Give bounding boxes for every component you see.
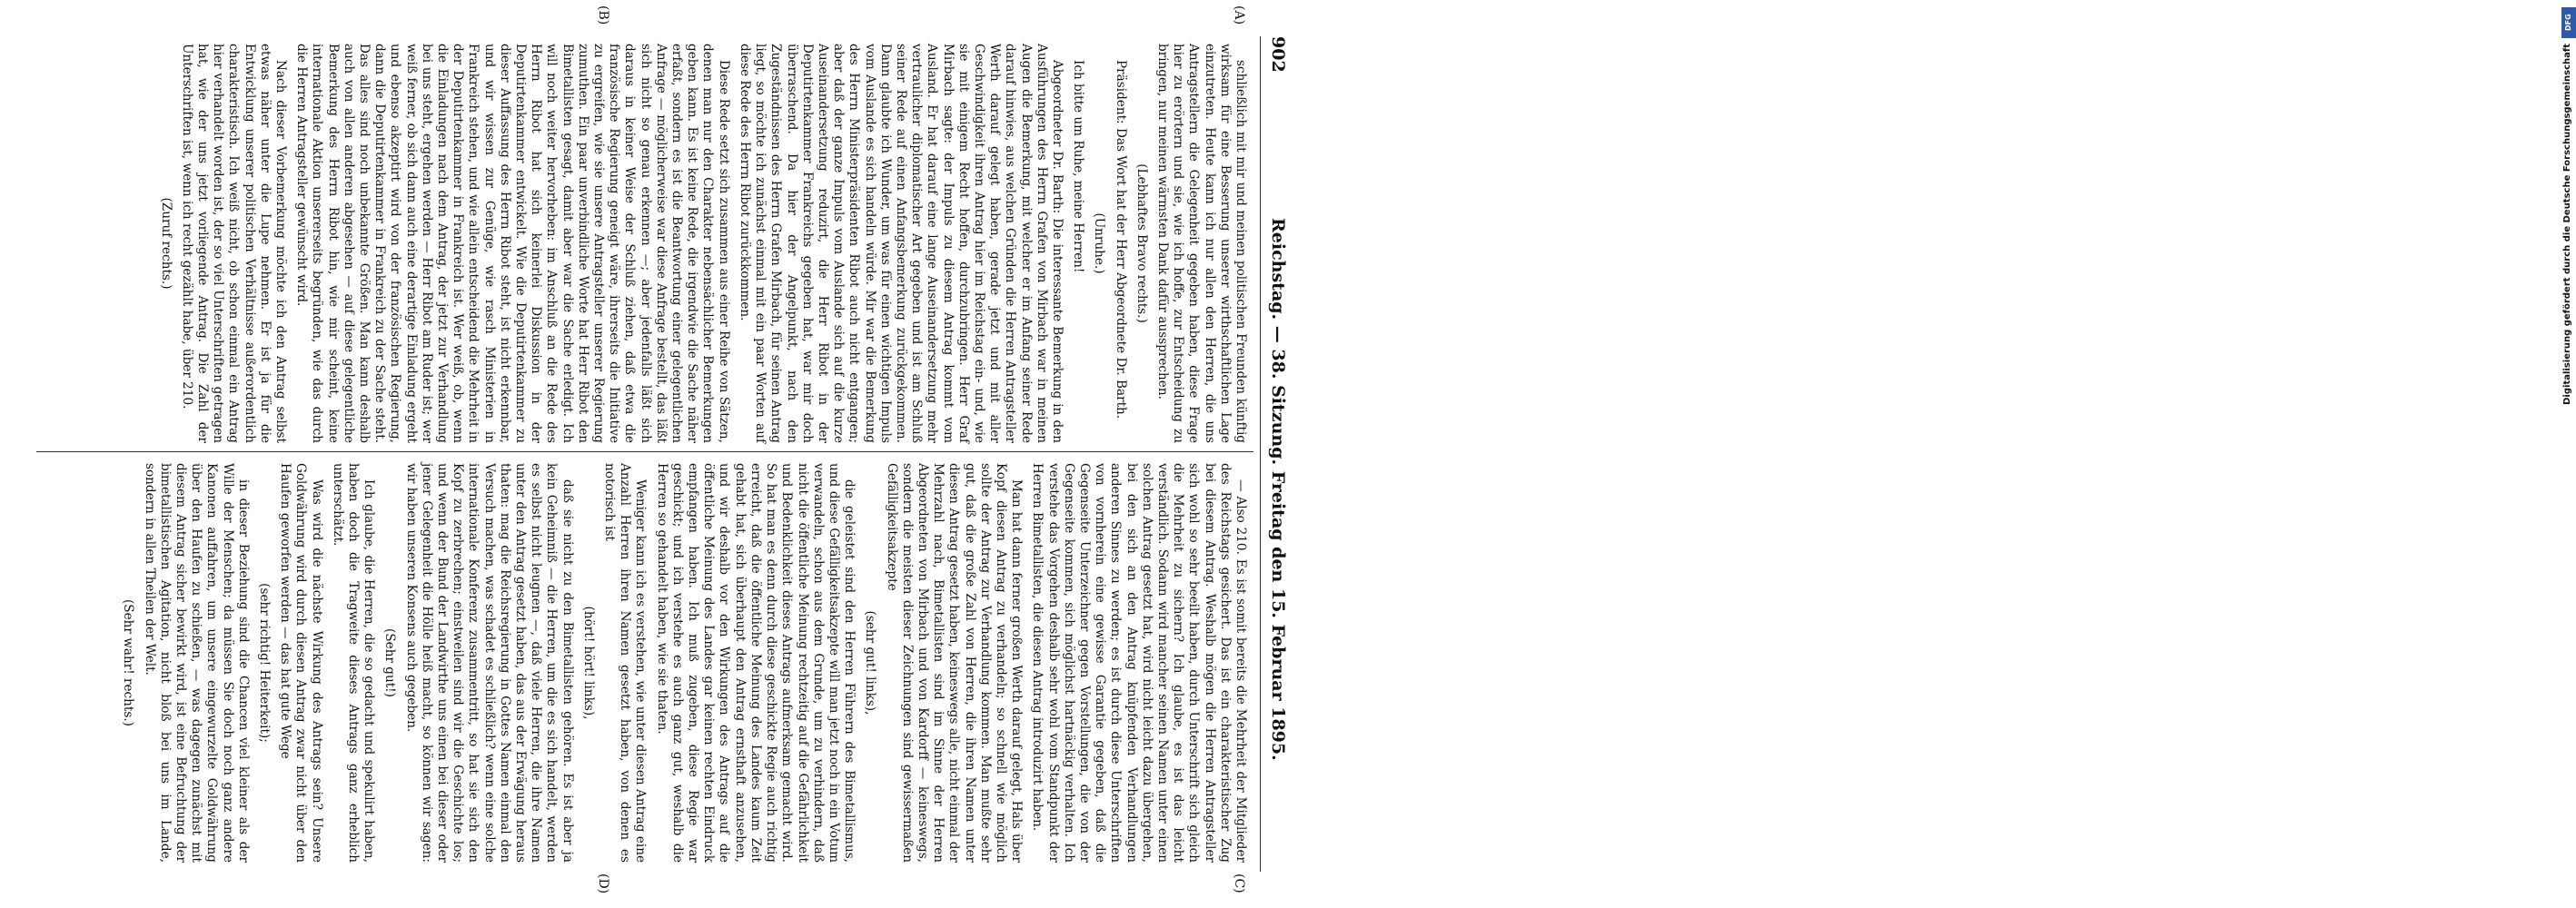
page-number: 902 xyxy=(1268,36,1288,73)
paragraph: Man hat dann ferner großen Werth darauf gelegt, Hals über Kopf diesen Antrag zu verhandeln; so schnell wie möglich sollte der Antrag zur Verhandlung kommen. Man mußte sehr gut, daß die große Zahl von Herren, die ihren Namen unter diesen Antrag gesetzt haben, keineswegs alle, nicht einmal der Mehrzahl nach, Bimetallisten sind im Sinne der Herren Abgeordneten von Mirbach und von Kardorff — keineswegs, sondern die meisten dieser Zeichnungen sind gewissermaßen Gefälligkeitsakzepte xyxy=(884,463,1025,863)
paragraph: daß sie nicht zu den Bimetallisten gehören. Es ist aber ja kein Geheimniß — die Herren, um die es sich handelt, werden es selbst nicht leugnen —, daß viele Herren, die ihre Namen unter den Antrag gesetzt haben, das aus der Erwägung heraus thaten: mag die Reichsregierung in Gottes Namen einmal den Versuch machen, was schadet es schließlich? wenn eine solche internationale Konferenz zusammentritt, so hat sie sich den Kopf zu zerbrechen; einstweilen sind wir die Geschichte los; und wenn der Bund der Landwirthe uns einen bei dieser oder jener Gelegenheit die Hölle heiß macht, so können wir sagen: wir haben unseren Konsens auch gegeben. xyxy=(403,463,575,863)
paragraph: Ich glaube, die Herren, die so gedacht und spekulirt haben, haben doch die Tragweite dieses Antrags ganz erheblich unterschätzt. xyxy=(330,463,377,863)
paragraph: Weniger kann ich es verstehen, wie unter diesen Antrag eine Anzahl Herren ihren Namen gesetzt haben, von denen es notorisch ist xyxy=(602,463,649,863)
column-divider xyxy=(36,451,1253,452)
interjection: (sehr gut! links), xyxy=(863,610,878,716)
paragraph: Nach dieser Vorbemerkung möchte ich den Antrag selbst etwas näher unter die Lupe nehmen. Er ist ja für die Entwicklung unserer politischen Verhältnisse außerordentlich charakteristisch. Ich weiß nicht, ob schon einmal ein Antrag hier verhandelt worden ist, der so viel Unterschriften getragen hat, wie der uns jetzt vorliegende Antrag. Die Zahl der Unterschriften ist, wenn ich recht gezählt habe, über 210. xyxy=(179,44,289,443)
header-rule xyxy=(1260,36,1261,872)
paragraph: schließlich mit mir und meinen politischen Freunden künftig wirksam für eine Besserung unserer wirthschaftlichen Lage einzutreten. Heute kann ich nur allen den Herren, die uns Antragstellern die Gelegenheit gegeben haben, diese Frage hier zu erörtern und sie, wie ich hoffe, zur Entscheidung zu bringen, nur meinen wärmsten Dank dafür aussprechen. xyxy=(1154,44,1248,443)
dfg-logo: DFG xyxy=(2561,7,2576,38)
paragraph: Was wird die nächste Wirkung des Antrags sein? Unsere Goldwährung wird durch diesen Antrag zwar nicht über den Haufen geworfen werden — das hat gute Wege xyxy=(278,463,324,863)
interjection: (Lebhaftes Bravo rechts.) xyxy=(1134,163,1149,323)
margin-mark-b: (B) xyxy=(596,5,610,25)
header-title: Reichstag. — 38. Sitzung. Freitag den 15. Februar 1895. xyxy=(1268,218,1288,761)
interjection: (Sehr gut!) xyxy=(382,628,398,697)
margin-mark-d: (D) xyxy=(596,873,610,894)
paragraph: — Also 210. Es ist somit bereits die Mehrheit der Mitglieder des Reichstags gesichert. Das ist ein charakteristischer Zug bei diesem Antrag. Weshalb mögen die Herren Antragsteller sich wohl so sehr beeilt haben, durch Unterschrift sich gleich die Mehrheit zu sichern? Ich glaube, es ist das leicht verständlich. Sodann wird mancher seinen Namen unter einen solchen Antrag gesetzt hat, wird nicht leicht dazu übergehen, bei den sich an den Antrag knüpfenden Verhandlungen anderen Sinnes zu werden; es ist durch diese Unterschriften von vornherein eine gewisse Garantie gegeben, daß die Gegenseite Unterzeichner gegen Vorstellungen, die von der Gegenseite kommen, sich möglichst hartnäckig verhalten. Ich verstehe das Vorgehen deshalb sehr wohl vom Standpunkt der Herren Bimetallisten, die diesen Antrag introduzirt haben. xyxy=(1030,463,1248,863)
paragraph: die geleistet sind den Herren Führern des Bimetallismus, und diese Gefälligkeitsakzepte will man jetzt noch in ein Votum verwandeln, schon aus dem Grunde, um zu verhindern, daß nicht die öffentliche Meinung rechtzeitig auf die Gefährlichkeit und Bedenklichkeit dieses Antrags aufmerksam gemacht wird. So hat man es denn durch diese geschickte Regie auch richtig erreicht, daß die öffentliche Meinung des Landes kaum Zeit gehabt hat, sich überhaupt den Antrag ernsthaft anzusehen, und wir deshalb vor den Wirkungen des Antrags auf die öffentliche Meinung des Landes gar keinen rechten Eindruck empfangen haben. Ich muß zugeben, diese Regie war geschickt; und ich verstehe es auch ganz gut, weshalb die Herren so gehandelt haben, wie sie thaten. xyxy=(654,463,857,863)
margin-mark-c: (C) xyxy=(1232,873,1246,893)
paragraph: Abgeordneter Dr. Barth: Die interessante Bemerkung in den Ausführungen des Herrn Grafen von Mirbach war in meinen Augen die Bemerkung, mit welcher er im Anfang seiner Rede darauf hinwies, aus welchen Gründen die Herren Antragsteller Werth darauf gelegt haben, gerade jetzt und mit aller Geschwindigkeit ihren Antrag hier im Reichstag ein- und, wie sie mit einigem Recht hoffen, durchzubringen. Herr Graf Mirbach sagte: der Impuls zu diesem Antrag kommt vom Ausland. Er hat darauf eine lange Auseinandersetzung mehr vertraulicher diplomatischer Art gegeben und ist am Schluß seiner Rede auf einen Anfangsbemerkung zurückgekommen. Dann glaubte ich Wunder, um was für einen wichtigen Impuls vom Auslande es sich handeln würde. Mir war die Bemerkung des Herrn Ministerpräsidenten Ribot auch nicht entgangen; aber daß der ganze Impuls vom Auslande sich auf die kurze Auseinandersetzung reduzirt, die Herr Ribot in der Deputirtenkammer Frankreichs gegeben hat, war mir doch überraschend. Da hier der Angelpunkt, nach den Zugeständnissen des Herrn Grafen Mirbach, für seinen Antrag liegt, so möchte ich zunächst einmal mit ein paar Worten auf diese Rede des Herrn Ribot zurückkommen. xyxy=(737,44,1065,443)
paragraph: Präsident: Das Wort hat der Herr Abgeordnete Dr. Barth. xyxy=(1113,60,1128,419)
interjection: (Sehr wahr! rechts.) xyxy=(121,599,136,726)
paragraph: Ich bitte um Ruhe, meine Herren! xyxy=(1071,60,1086,273)
paragraph: Diese Rede setzt sich zusammen aus einer Reihe von Sätzen, denen man nur den Charakter nebensächlicher Bemerkungen geben kann. Es ist keine Rede, die irgendwie die Sache näher erfaßt, sondern es ist die Beantwortung einer gelegentlichen Anfrage — möglicherweise war diese Anfrage bestellt, das läßt sich nicht so genau erkennen —; aber jedenfalls läßt sich daraus in keiner Weise der Schluß ziehen, daß etwa die französische Regierung geneigt wäre, ihrerseits die Initiative zu ergreifen, wie sie unsere Antragsteller unserer Regierung zumuthen. Ein paar unverbindliche Worte hat Herr Ribot den Bimetallisten gesagt, damit aber war die Sache erledigt. Ich will noch weiter hervorheben: im Anschluß an die Rede des Herrn Ribot hat sich keinerlei Diskussion in der Deputirtenkammer entwickelt. Wie die Deputirtenkammer zu dieser Auffassung des Herrn Ribot steht, ist nicht erkennbar, und wir wissen zur Genüge, wie rasch Ministerien in Frankreich stehen, und wie allein entscheidend die Mehrheit in der Deputirtenkammer in Frankreich ist. Wer weiß, ob, wenn die Einladungen nach dem Antrag, der jetzt zur Verhandlung bei uns steht, ergehen werden — Herr Ribot am Ruder ist; wer weiß ferner, ob sich dann auch eine derartige Einladung ergeht und ebenso akzeptirt wird von der französischen Regierung, dann die Deputirtenkammer in Frankreich zu der Sache steht. Das alles sind noch unbekannte Größen. Man kann deshalb auch von allen anderen abgesehen — auf diese gelegentliche Bemerkung des Herrn Ribot hin, wie mir scheint, keine internationale Aktion unsererseits begründen, wie das durch die Herren Antragsteller gewünscht wird. xyxy=(294,44,731,443)
right-column xyxy=(114,463,1248,863)
left-column xyxy=(152,44,1248,443)
interjection: (Unruhe.) xyxy=(1092,212,1107,274)
interjection: (Zuruf rechts.) xyxy=(158,197,173,290)
interjection: (hört! hört! links), xyxy=(580,606,596,720)
interjection: (sehr richtig! Heiterkeit); xyxy=(257,583,272,743)
paragraph: in dieser Beziehung sind die Chancen viel kleiner als der Wille der Menschen; da müssen Sie doch noch ganz andere Kanonen auffahren, um unsere eingewurzelte Goldwährung über den Haufen zu schießen, — was dagegen zunächst mit diesem Antrag sicher bewirkt wird, ist eine Befruchtung der bimetallistischen Agitation, nicht bloß bei uns im Lande, sondern in allen Theilen der Welt. xyxy=(142,463,251,863)
funding-credit: Digitalisierung gefördert durch die Deutsche Forschungsgemeinschaft xyxy=(2562,44,2572,405)
margin-mark-a: (A) xyxy=(1232,5,1246,25)
funding-sidebar xyxy=(1279,0,2572,908)
